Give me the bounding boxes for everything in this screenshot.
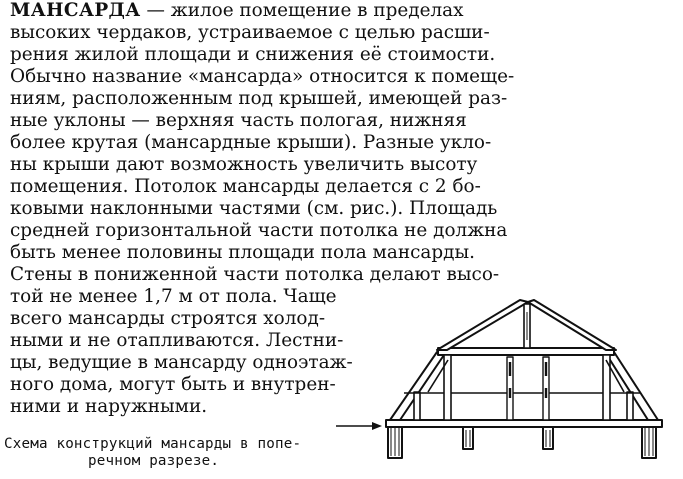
text-line: цы, ведущие в мансарду одноэтаж-: [10, 352, 353, 373]
mansard-roof-cross-section-icon: [384, 296, 674, 472]
text-line: быть менее половины площади пола мансарды.: [10, 242, 475, 263]
text-line: Стены в пониженной части потолка делают высо-: [10, 264, 500, 285]
text-line: более крутая (мансардные крыши). Разные уклo-: [10, 132, 492, 153]
text-line: ними и наружными.: [10, 396, 208, 417]
text-line: ного дома, могут быть и внутрен-: [10, 374, 336, 395]
text-line: всего мансарды строятся холод-: [10, 308, 326, 329]
article-term: МАНСАРДА: [10, 0, 141, 21]
text-line: ковыми наклонными частями (см. рис.). Площадь: [10, 198, 498, 219]
text-line: ные уклоны — верхняя часть пологая, нижняя: [10, 110, 467, 131]
text-line: [10, 0, 464, 22]
text-line: той не менее 1,7 м от пола. Чаще: [10, 286, 337, 307]
text-line: Обычно название «мансарда» относится к помеще-: [10, 66, 515, 87]
text-line: высоких чердаков, устраиваемое с целью расши-: [10, 22, 490, 43]
text-line: ниям, расположенным под крышей, имеющей раз-: [10, 88, 508, 109]
text-line: ными и не отапливаются. Лестни-: [10, 330, 344, 351]
article-definition-start: — жилое помещение в пределах: [140, 0, 464, 21]
text-line: рения жилой площади и снижения её стоимости.: [10, 44, 496, 65]
text-line: ны крыши дают возможность увеличить высоту: [10, 154, 478, 175]
text-line: средней горизонтальной части потолка не должна: [10, 220, 508, 241]
caption-line: Схема конструкций мансарды в попе-: [4, 436, 302, 452]
right-arrow-icon: [336, 420, 382, 432]
caption-line: речном разрезе.: [88, 453, 220, 469]
text-line: помещения. Потолок мансарды делается с 2 бо-: [10, 176, 481, 197]
